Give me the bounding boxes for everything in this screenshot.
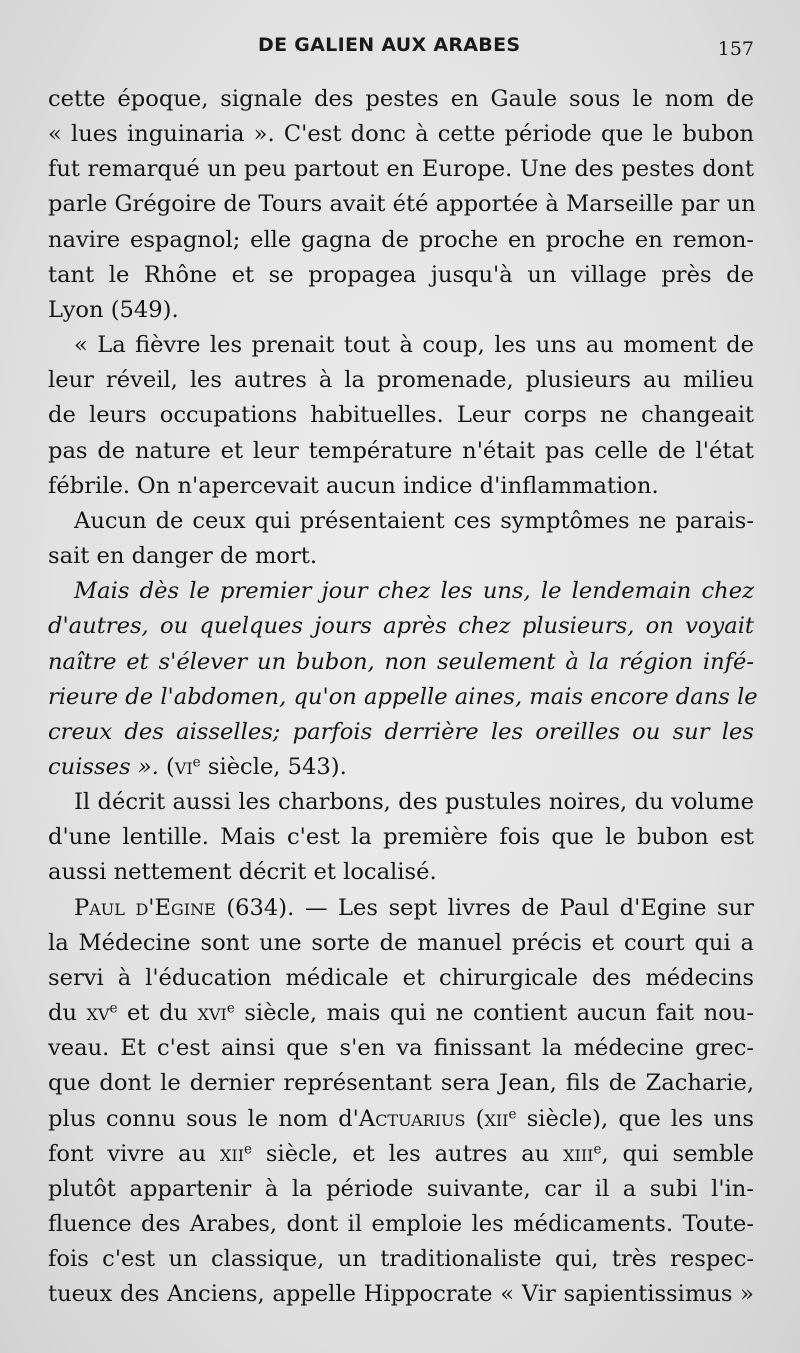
century-numeral: vi	[174, 753, 193, 780]
text-line: fluence des Arabes, dont il emploie les médicaments. Toute-	[48, 1211, 754, 1237]
superscript: e	[226, 1000, 235, 1017]
century-numeral: xvi	[197, 1000, 227, 1027]
superscript: e	[192, 754, 201, 771]
text-line	[48, 1102, 754, 1137]
superscript: e	[244, 1141, 253, 1158]
text-line: plutôt appartenir à la période suivante, car il a subi l'in-	[48, 1175, 754, 1202]
paragraph-plague-gaul	[48, 82, 754, 328]
text-fragment: et du	[117, 1000, 198, 1027]
text-line: naître et s'élever un bubon, non seulement à la région infé-	[48, 648, 754, 675]
text-line: d'une lentille. Mais c'est la première fois que le bubon est	[48, 824, 754, 851]
text-fragment: siècle, et les autres au	[252, 1140, 564, 1167]
text-line: que dont le dernier représentant sera Jean, fils de Zacharie,	[48, 1070, 754, 1097]
text-line	[48, 996, 754, 1031]
text-line: pas de nature et leur température n'était pas celle de l'état	[48, 437, 754, 464]
text-fragment: (	[465, 1105, 485, 1132]
running-title: DE GALIEN AUX ARABES	[258, 34, 521, 56]
text-line: aussi nettement décrit et localisé.	[48, 859, 437, 886]
superscript: e	[508, 1106, 517, 1123]
century-numeral: xv	[86, 1000, 110, 1027]
text-line: de leurs occupations habituelles. Leur corps ne changeait	[48, 402, 754, 429]
text-line: « La fièvre les prenait tout à coup, les uns au moment de	[74, 332, 754, 359]
century-numeral: xii	[484, 1105, 509, 1132]
text-line: d'autres, ou quelques jours après chez plusieurs, on voyait	[48, 613, 754, 640]
page-header	[0, 34, 800, 64]
text-line: fut remarqué un peu partout en Europe. Une des pestes dont	[48, 156, 754, 183]
paragraph-paul-egine	[48, 891, 754, 1313]
text-line: Mais dès le premier jour chez les uns, le lendemain chez	[74, 578, 754, 605]
text-line: veau. Et c'est ainsi que s'en va finissant la médecine grec-	[48, 1035, 754, 1062]
text-fragment: plus connu sous le nom d'	[48, 1105, 359, 1132]
paragraph-bubon-italic	[48, 574, 758, 785]
superscript: e	[109, 1000, 118, 1017]
text-line: rieure de l'abdomen, qu'on appelle aines, mais encore dans le	[48, 683, 758, 710]
text-line: fébrile. On n'apercevait aucun indice d'inflammation.	[48, 472, 659, 499]
text-fragment: siècle), que les uns	[516, 1105, 754, 1132]
text-line	[48, 891, 754, 926]
text-fragment	[159, 754, 347, 780]
text-fragment: siècle, 543).	[200, 753, 347, 780]
century-numeral: xiii	[563, 1140, 594, 1167]
century-numeral: xii	[220, 1140, 245, 1167]
text-line: creux des aisselles; parfois derrière les oreilles ou sur les	[48, 718, 754, 745]
text-fragment: font vivre au	[48, 1140, 220, 1167]
text-fragment: cuisses ».	[48, 753, 159, 780]
text-line: servi à l'éducation médicale et chirurgicale des médecins	[48, 964, 754, 991]
text-line: Aucun de ceux qui présentaient ces symptômes ne parais-	[74, 507, 754, 534]
page-number: 157	[717, 38, 754, 60]
text-fragment: siècle, mais qui ne contient aucun fait nou-	[234, 1000, 754, 1027]
text-line: fois c'est un classique, un traditionaliste qui, très respec-	[48, 1246, 754, 1273]
author-name: Actuarius	[358, 1105, 466, 1132]
paragraph-quote-fever	[48, 328, 754, 504]
paragraph-charbons	[48, 785, 754, 890]
text-line: navire espagnol; elle gagna de proche en proche en remon-	[48, 226, 754, 253]
text-line: leur réveil, les autres à la promenade, plusieurs au milieu	[48, 367, 754, 394]
text-line: tueux des Anciens, appelle Hippocrate « Vir sapientissimus »	[48, 1281, 754, 1308]
text-line: parle Grégoire de Tours avait été apportée à Marseille par un	[48, 191, 756, 218]
text-line: sait en danger de mort.	[48, 543, 318, 570]
text-fragment: , qui semble	[601, 1140, 755, 1167]
text-line: tant le Rhône et se propagea jusqu'à un village près de	[48, 261, 754, 288]
text-fragment: (	[158, 753, 175, 780]
text-fragment: (634). — Les sept livres de Paul d'Egine sur	[215, 894, 754, 921]
text-line	[48, 1137, 754, 1172]
text-line: cette époque, signale des pestes en Gaule sous le nom de	[48, 86, 754, 112]
text-line: la Médecine sont une sorte de manuel précis et court qui a	[48, 929, 754, 956]
text-fragment: du	[48, 1000, 87, 1027]
superscript: e	[593, 1141, 602, 1158]
text-line: Lyon (549).	[48, 296, 179, 323]
body-text	[48, 82, 758, 1312]
text-line: « lues inguinaria ». C'est donc à cette période que le bubon	[48, 121, 754, 148]
text-line	[48, 750, 754, 785]
text-line: Il décrit aussi les charbons, des pustules noires, du volume	[74, 789, 754, 816]
author-name: Paul d'Egine	[74, 894, 216, 921]
paragraph-no-danger	[48, 504, 754, 574]
